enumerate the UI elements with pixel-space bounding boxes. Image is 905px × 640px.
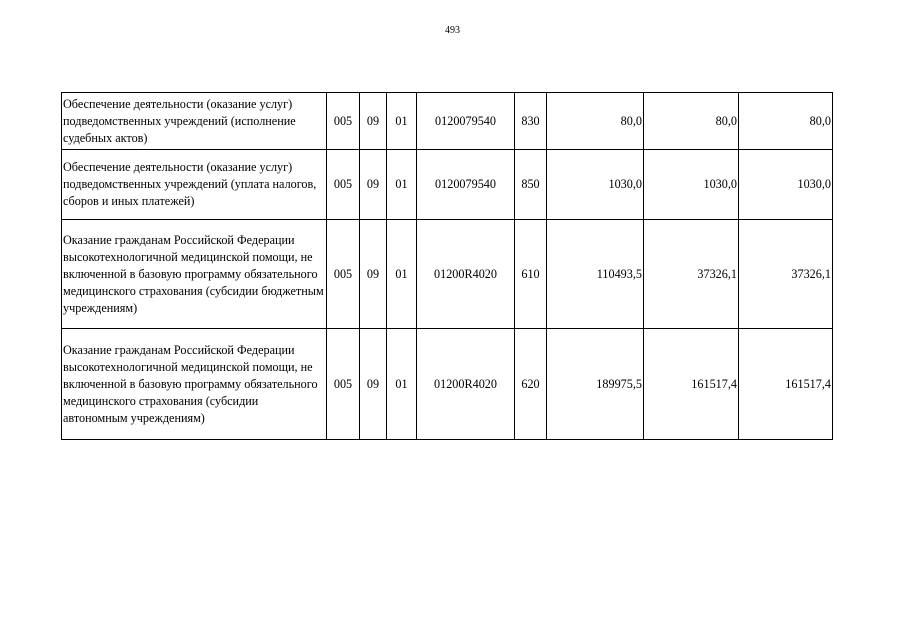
expense-type-code: 620 — [515, 329, 547, 440]
table-row — [62, 220, 833, 329]
amount-3: 1030,0 — [739, 150, 833, 220]
amount-1: 189975,5 — [547, 329, 644, 440]
amount-1: 80,0 — [547, 93, 644, 150]
row-description: Обеспечение деятельности (оказание услуг) подведомственных учреждений (исполнение судебных актов) — [62, 93, 327, 150]
amount-3: 80,0 — [739, 93, 833, 150]
amount-2: 161517,4 — [644, 329, 739, 440]
page-number: 493 — [445, 25, 460, 36]
table-row — [62, 329, 833, 440]
section-code: 09 — [360, 220, 387, 329]
amount-1: 1030,0 — [547, 150, 644, 220]
expense-type-code: 610 — [515, 220, 547, 329]
subsection-code: 01 — [387, 93, 417, 150]
target-article-code: 01200R4020 — [417, 220, 515, 329]
target-article-code: 0120079540 — [417, 150, 515, 220]
ministry-code: 005 — [327, 150, 360, 220]
row-description: Оказание гражданам Российской Федерации высокотехнологичной медицинской помощи, не включенной в базовую программу обязательного медицинского страхования (субсидии бюджетным учреждениям) — [62, 220, 327, 329]
target-article-code: 0120079540 — [417, 93, 515, 150]
expense-type-code: 830 — [515, 93, 547, 150]
target-article-code: 01200R4020 — [417, 329, 515, 440]
section-code: 09 — [360, 93, 387, 150]
amount-2: 1030,0 — [644, 150, 739, 220]
amount-3: 37326,1 — [739, 220, 833, 329]
amount-2: 80,0 — [644, 93, 739, 150]
ministry-code: 005 — [327, 220, 360, 329]
ministry-code: 005 — [327, 329, 360, 440]
budget-table — [61, 92, 833, 440]
expense-type-code: 850 — [515, 150, 547, 220]
subsection-code: 01 — [387, 150, 417, 220]
subsection-code: 01 — [387, 329, 417, 440]
amount-1: 110493,5 — [547, 220, 644, 329]
table-row — [62, 93, 833, 150]
amount-2: 37326,1 — [644, 220, 739, 329]
amount-3: 161517,4 — [739, 329, 833, 440]
row-description: Оказание гражданам Российской Федерации высокотехнологичной медицинской помощи, не включенной в базовую программу обязательного медицинского страхования (субсидии автономным учреждениям) — [62, 329, 327, 440]
subsection-code: 01 — [387, 220, 417, 329]
section-code: 09 — [360, 329, 387, 440]
ministry-code: 005 — [327, 93, 360, 150]
section-code: 09 — [360, 150, 387, 220]
row-description: Обеспечение деятельности (оказание услуг) подведомственных учреждений (уплата налогов, сборов и иных платежей) — [62, 150, 327, 220]
table-row — [62, 150, 833, 220]
